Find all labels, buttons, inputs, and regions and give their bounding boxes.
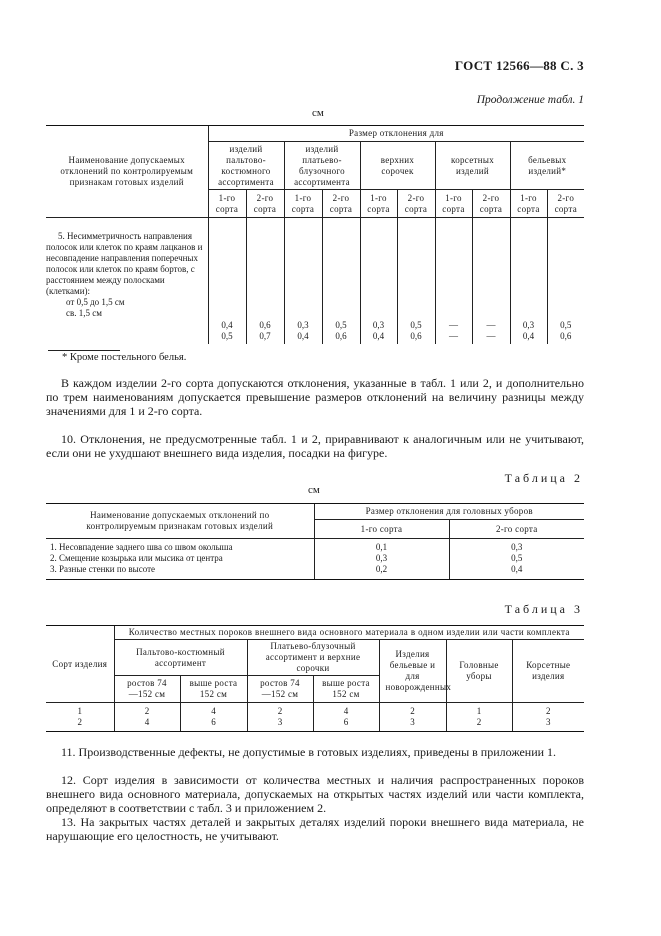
paragraph-13-text: 13. На закрытых частях деталей и закрытых деталях изделий пороки внешнего вида материала, не нарушающие его целостность, не учитывают. <box>46 815 584 843</box>
paragraph-13 <box>46 815 584 843</box>
table3-cell: 3 <box>512 717 584 732</box>
table1-value: — <box>449 319 458 330</box>
table2-row-label: 3. Разные стенки по высоте <box>50 563 156 574</box>
table1-col-header: Наименование допускаемых отклонений по контролируемым признакам готовых изделий <box>46 126 208 218</box>
table1-value: 0,4 <box>372 330 385 341</box>
table3-cell: 1 <box>446 703 512 717</box>
table3-cell: 4 <box>180 703 247 717</box>
table1-value: 0,4 <box>297 330 309 341</box>
table2-col-header: Наименование допускаемых отклонений по контролируемым признакам готовых изделий <box>46 504 314 539</box>
table3-group-corset: Корсетные изделия <box>512 640 584 703</box>
table3-cell: 4 <box>313 703 379 717</box>
table1-grade2: 2-го сорта <box>547 190 584 218</box>
paragraph-12-text: 12. Сорт изделия в зависимости от количества местных и наличия распространенных пороков внешнего вида основного материала, допускаемых на открытых частях изделий или части комплекта, определяют в соответствии с табл. 3 и приложением 2. <box>46 773 584 815</box>
table1-grade1: 1-го сорта <box>435 190 472 218</box>
page-header: ГОСТ 12566—88 С. 3 <box>454 58 584 73</box>
table2-unit: см <box>308 484 320 496</box>
table1-value: 0,5 <box>335 319 347 330</box>
paragraph-10 <box>46 432 584 460</box>
table1-grade1: 1-го сорта <box>208 190 246 218</box>
table1-value: 0,7 <box>259 330 271 341</box>
table1-value: 0,3 <box>372 319 385 330</box>
table2-row <box>46 539 314 553</box>
table3-cell: 3 <box>379 717 446 732</box>
table3-caption: Таблица 3 <box>504 602 583 616</box>
table1-value: 0,3 <box>522 319 535 330</box>
table1-grade2: 2-го сорта <box>322 190 360 218</box>
table2-row <box>46 564 314 580</box>
table3-cell: 1 <box>77 705 82 716</box>
table1-span-header: Размер отклонения для <box>208 126 584 142</box>
table3-span-header: Количество местных пороков внешнего вида основного материала в одном изделии или части комплекта <box>114 626 584 640</box>
table2-row-label: 2. Смещение козырька или мысика от центра <box>50 552 223 563</box>
table1-group-shirts: верхних сорочек <box>360 142 435 190</box>
table1-group-corset: корсетных изделий <box>435 142 510 190</box>
table2-cell: 0,3 <box>449 539 584 553</box>
paragraph-10-text: 10. Отклонения, не предусмотренные табл. 1 и 2, приравнивают к аналогичным или не учитывают, если они не ухудшают внешнего вида изделия, посадки на фигуре. <box>46 432 584 460</box>
table1-row2-label: св. 1,5 см <box>66 308 102 318</box>
table1-row1-label: от 0,5 до 1,5 см <box>66 297 125 307</box>
paragraph-11 <box>46 745 584 759</box>
table1-item-text: 5. Несимметричность направления полосок или клеток по краям лацканов и несовпадение направления поперечных полосок или клеток по краям бортов, с расстоянием между полосками (клетками): <box>46 231 203 296</box>
table2-cell: 0,2 <box>314 564 449 580</box>
table1-unit: см <box>312 107 324 119</box>
table2-cell: 0,1 <box>314 539 449 553</box>
table3-cell: 6 <box>313 717 379 732</box>
table1-grade2: 2-го сорта <box>472 190 510 218</box>
table1-group-coat: изделий пальтово-костюмного ассортимента <box>208 142 284 190</box>
table1-value: 0,6 <box>410 330 422 341</box>
table2-grade1: 1-го сорта <box>314 520 449 539</box>
table3-cell: 2 <box>46 717 114 732</box>
table2-row <box>46 553 314 564</box>
table3-cell: 2 <box>247 703 313 717</box>
table3-group-dress: Платьево-блузочный ассортимент и верхние сорочки <box>247 640 379 676</box>
table3-cell: 6 <box>180 717 247 732</box>
table1-item-cell <box>46 218 208 344</box>
table1-value: 0,6 <box>335 330 347 341</box>
table3-group-linen: Изделия бельевые и для новорожденных <box>379 640 446 703</box>
table1-value: 0,4 <box>221 319 233 330</box>
table1 <box>46 125 584 344</box>
table1-footnote: * Кроме постельного белья. <box>62 352 187 363</box>
table1-value: 0,5 <box>560 319 572 330</box>
table3-sub-height: ростов 74—152 см <box>247 676 313 703</box>
paragraph-9 <box>46 376 584 418</box>
table2-row-label: 1. Несовпадение заднего шва со швом околыша <box>50 541 233 552</box>
table1-value: 0,4 <box>522 330 535 341</box>
table1-value: — <box>449 330 458 341</box>
table2-span-header: Размер отклонения для головных уборов <box>314 504 584 520</box>
table1-value: 0,3 <box>297 319 309 330</box>
table3-sub-above: выше роста 152 см <box>180 676 247 703</box>
table1-value: — <box>486 330 496 341</box>
table1-value: 0,5 <box>410 319 422 330</box>
table1-grade1: 1-го сорта <box>510 190 547 218</box>
table1-group-linen: бельевых изделий* <box>510 142 584 190</box>
paragraph-12 <box>46 773 584 815</box>
table2-cell: 0,5 <box>449 553 584 564</box>
table1-value: 0,5 <box>221 330 233 341</box>
table-continuation-label: Продолжение табл. 1 <box>476 94 584 106</box>
paragraph-11-text: 11. Производственные дефекты, не допустимые в готовых изделиях, приведены в приложении 1. <box>61 745 557 759</box>
table3-col-header: Сорт изделия <box>46 626 114 703</box>
paragraph-9-text: В каждом изделии 2-го сорта допускаются отклонения, указанные в табл. 1 или 2, и дополнительно по трем наименованиям допускается превышение размеров отклонений на величину разницы между значениями для 1 и 2-го сорта. <box>46 376 584 418</box>
table3-cell: 2 <box>379 703 446 717</box>
table1-grade1: 1-го сорта <box>360 190 397 218</box>
table3-cell: 2 <box>114 703 180 717</box>
table3-group-hats: Головные уборы <box>446 640 512 703</box>
table1-value: — <box>486 319 496 330</box>
table1-group-dress: изделий платьево-блузочного ассортимента <box>284 142 360 190</box>
table3-sub-above: выше роста 152 см <box>313 676 379 703</box>
table3-cell: 3 <box>247 717 313 732</box>
table3-group-coat: Пальтово-костюмный ассортимент <box>114 640 247 676</box>
table3-sub-height: ростов 74—152 см <box>114 676 180 703</box>
table1-value: 0,6 <box>259 319 271 330</box>
table2-grade2: 2-го сорта <box>449 520 584 539</box>
table2-caption: Таблица 2 <box>504 471 583 485</box>
footnote-rule <box>48 350 120 351</box>
table2 <box>46 503 584 580</box>
table3-cell: 2 <box>446 717 512 732</box>
table3-cell: 2 <box>512 703 584 717</box>
table3 <box>46 625 584 732</box>
table1-grade2: 2-го сорта <box>397 190 435 218</box>
table1-value: 0,6 <box>560 330 572 341</box>
table1-grade2: 2-го сорта <box>246 190 284 218</box>
table3-cell: 4 <box>114 717 180 732</box>
table2-cell: 0,3 <box>314 553 449 564</box>
table1-grade1: 1-го сорта <box>284 190 322 218</box>
table2-cell: 0,4 <box>449 564 584 580</box>
